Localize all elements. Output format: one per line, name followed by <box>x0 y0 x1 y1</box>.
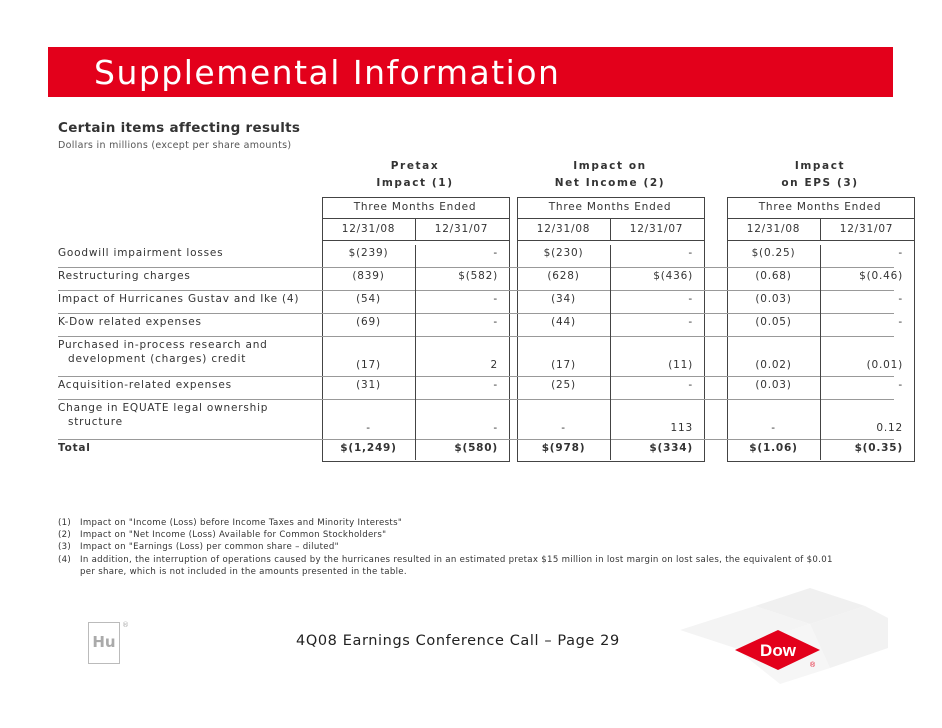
column-divider <box>610 291 611 314</box>
column-divider <box>610 377 611 400</box>
row-separator <box>58 376 894 377</box>
footnote-text: Impact on "Net Income (Loss) Available for Common Stockholders" <box>80 530 387 541</box>
column-divider <box>820 400 821 440</box>
column-divider <box>415 245 416 268</box>
column-divider <box>610 440 611 460</box>
column-date-header: 12/31/07 <box>434 223 489 235</box>
registered-mark: ® <box>122 621 129 629</box>
row-label <box>58 292 299 306</box>
column-divider <box>415 377 416 400</box>
row-label <box>58 401 268 429</box>
value-cell: - <box>493 422 498 434</box>
units-note: Dollars in millions (except per share amounts) <box>58 140 292 151</box>
value-cell: - <box>771 422 776 434</box>
section-heading: Certain items affecting results <box>58 120 301 136</box>
row-label-line: Acquisition-related expenses <box>58 379 232 391</box>
column-divider <box>820 314 821 337</box>
value-cell: $(978) <box>541 442 586 454</box>
column-divider <box>610 400 611 440</box>
group-heading <box>322 158 508 192</box>
value-cell: $(1,249) <box>340 442 397 454</box>
value-cell: - <box>898 247 903 259</box>
row-label-line: K-Dow related expenses <box>58 316 202 328</box>
value-cell: (0.01) <box>866 359 903 371</box>
period-divider <box>322 218 510 219</box>
value-cell: $(0.46) <box>859 270 903 282</box>
value-cell: (34) <box>551 293 576 305</box>
value-cell: (17) <box>551 359 576 371</box>
column-date-header: 12/31/08 <box>536 223 591 235</box>
header-divider <box>727 240 915 241</box>
footnote <box>58 554 840 578</box>
column-divider <box>415 400 416 440</box>
value-cell: (0.03) <box>755 379 792 391</box>
header-divider <box>517 240 705 241</box>
column-divider <box>610 314 611 337</box>
dow-wordmark: Dow <box>760 641 796 660</box>
row-separator <box>58 336 894 337</box>
row-label <box>58 315 202 329</box>
group-heading-line2: on EPS (3) <box>781 177 859 189</box>
value-cell: (0.68) <box>755 270 792 282</box>
row-label <box>58 338 268 366</box>
value-cell: - <box>493 316 498 328</box>
value-cell: $(436) <box>653 270 693 282</box>
column-date-header: 12/31/08 <box>341 223 396 235</box>
row-separator <box>58 290 894 291</box>
value-cell: $(580) <box>454 442 498 454</box>
column-divider <box>415 268 416 291</box>
value-cell: - <box>898 293 903 305</box>
group-heading <box>517 158 703 192</box>
element-logo <box>88 621 129 664</box>
period-label: Three Months Ended <box>758 201 882 213</box>
footnote-text: Impact on "Income (Loss) before Income Taxes and Minority Interests" <box>80 518 403 528</box>
row-label-line: Total <box>58 442 91 454</box>
column-divider <box>415 337 416 377</box>
period-divider <box>517 218 705 219</box>
row-separator <box>58 313 894 314</box>
value-cell: (69) <box>356 316 381 328</box>
column-divider <box>820 245 821 268</box>
slide-footer: 4Q08 Earnings Conference Call – Page 29 <box>296 633 620 649</box>
value-cell: (839) <box>352 270 385 282</box>
value-cell: - <box>898 379 903 391</box>
value-cell: - <box>688 316 693 328</box>
row-label-line: Purchased in-process research and <box>58 339 268 351</box>
footnote <box>58 529 840 541</box>
value-cell: $(334) <box>649 442 693 454</box>
value-cell: - <box>688 379 693 391</box>
value-cell: - <box>366 422 371 434</box>
row-label <box>58 269 191 283</box>
value-cell: (17) <box>356 359 381 371</box>
period-label: Three Months Ended <box>548 201 672 213</box>
value-cell: - <box>688 247 693 259</box>
page-title: Supplemental Information <box>94 53 561 92</box>
row-label-line: development (charges) credit <box>68 353 247 365</box>
column-divider <box>820 268 821 291</box>
column-date-header: 12/31/08 <box>746 223 801 235</box>
value-cell: - <box>493 379 498 391</box>
row-separator <box>58 267 894 268</box>
group-heading-line1: Pretax <box>390 160 440 172</box>
column-divider <box>610 337 611 377</box>
row-label-line: Impact of Hurricanes Gustav and Ike (4) <box>58 293 300 305</box>
value-cell: - <box>898 316 903 328</box>
value-cell: 0.12 <box>876 422 903 434</box>
value-cell: (31) <box>356 379 381 391</box>
value-cell: (44) <box>551 316 576 328</box>
column-divider <box>820 440 821 460</box>
value-cell: (0.02) <box>755 359 792 371</box>
period-divider <box>727 218 915 219</box>
footnotes <box>58 517 840 578</box>
column-divider <box>820 377 821 400</box>
value-cell: $(582) <box>458 270 498 282</box>
value-cell: 2 <box>490 359 498 371</box>
column-date-header: 12/31/07 <box>629 223 684 235</box>
footnote-number: (1) <box>58 518 72 528</box>
period-label: Three Months Ended <box>353 201 477 213</box>
value-cell: - <box>493 293 498 305</box>
dow-registered-mark: ® <box>810 662 816 669</box>
title-banner <box>48 47 893 97</box>
value-cell: (11) <box>668 359 693 371</box>
column-date-header: 12/31/07 <box>839 223 894 235</box>
footnote-number: (3) <box>58 542 72 553</box>
value-cell: 113 <box>670 422 693 434</box>
footnote-text: In addition, the interruption of operations caused by the hurricanes resulted in an estimated pretax $15 million in lost margin on lost sales, the equivalent of $0.01 per share, which is not included in the amounts presented in the table. <box>80 554 833 577</box>
column-divider <box>610 268 611 291</box>
dow-logo <box>660 588 890 688</box>
group-heading-line1: Impact <box>794 160 846 172</box>
value-cell: - <box>561 422 566 434</box>
element-symbol: Hu <box>92 633 116 651</box>
group-heading-line2: Impact (1) <box>376 177 454 189</box>
row-separator <box>58 439 894 440</box>
value-cell: $(0.25) <box>751 247 796 259</box>
row-label <box>58 246 223 260</box>
row-label-line: Change in EQUATE legal ownership <box>58 402 269 414</box>
column-divider <box>820 291 821 314</box>
row-label <box>58 441 91 455</box>
value-cell: (25) <box>551 379 576 391</box>
column-divider <box>415 314 416 337</box>
header-divider <box>322 240 510 241</box>
value-cell: - <box>688 293 693 305</box>
group-heading-line2: Net Income (2) <box>554 177 666 189</box>
value-cell: (0.03) <box>755 293 792 305</box>
group-heading <box>727 158 913 192</box>
row-label-line: Restructuring charges <box>58 270 191 282</box>
footnote-text: Impact on "Earnings (Loss) per common share – diluted" <box>80 542 339 553</box>
column-divider <box>415 291 416 314</box>
value-cell: - <box>493 247 498 259</box>
footnote-number: (2) <box>58 530 72 541</box>
row-label-line: structure <box>68 416 123 428</box>
footnote <box>58 541 840 553</box>
value-cell: $(230) <box>543 247 584 259</box>
value-cell: $(239) <box>348 247 389 259</box>
column-divider <box>820 337 821 377</box>
value-cell: (54) <box>356 293 381 305</box>
value-cell: $(0.35) <box>854 442 903 454</box>
row-label <box>58 378 232 392</box>
row-separator <box>58 399 894 400</box>
value-cell: (628) <box>547 270 580 282</box>
footnote-number: (4) <box>58 554 72 565</box>
column-divider <box>415 440 416 460</box>
value-cell: $(1.06) <box>749 442 798 454</box>
value-cell: (0.05) <box>755 316 792 328</box>
group-heading-line1: Impact on <box>573 160 647 172</box>
column-divider <box>610 245 611 268</box>
row-label-line: Goodwill impairment losses <box>58 247 224 259</box>
footnote <box>58 517 840 529</box>
